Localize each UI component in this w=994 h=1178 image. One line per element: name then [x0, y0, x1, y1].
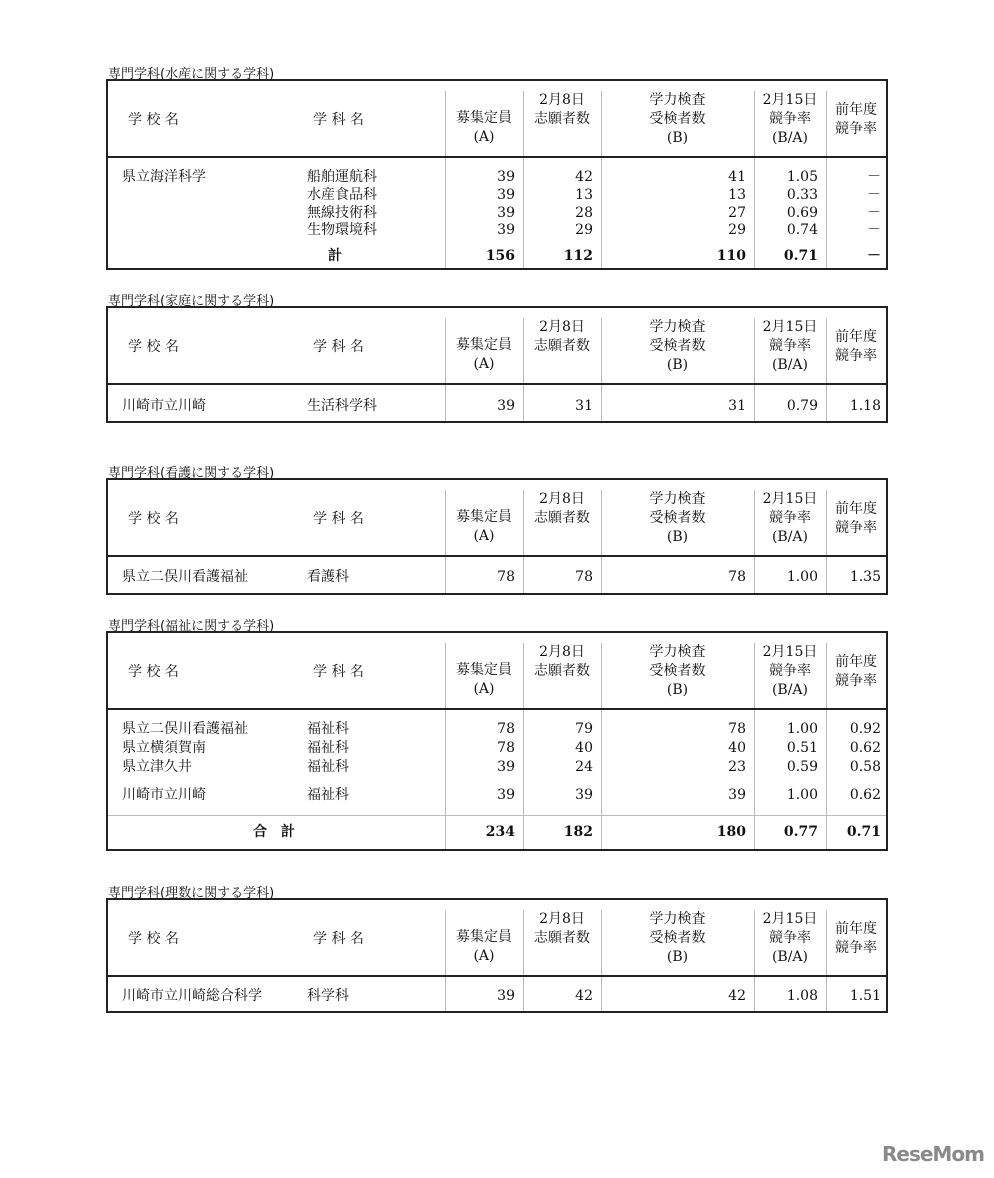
cell-ratio: 1.05 [786, 169, 818, 185]
cell-ratio: 0.59 [786, 759, 818, 775]
total-app: 112 [563, 248, 593, 264]
data-table [106, 478, 888, 595]
department-name: 生物環境科 [307, 222, 377, 238]
cell-exam: 42 [728, 988, 746, 1004]
department-name: 福祉科 [307, 721, 349, 737]
total-cap: 234 [485, 824, 515, 840]
header-applicants: 2月8日 志願者数 [534, 491, 590, 526]
header-school: 学 校 名 [128, 931, 179, 947]
total-divider [108, 815, 886, 816]
cell-prev: 0.58 [849, 759, 881, 775]
cell-ratio: 0.51 [786, 740, 818, 756]
cell-app: 29 [575, 222, 593, 238]
header-examinees: 学力検査 受検者数 (B) [649, 92, 706, 146]
school-name: 川崎市立川崎 [122, 787, 206, 803]
cell-exam: 13 [728, 187, 746, 203]
header-border [108, 156, 886, 158]
cell-app: 28 [575, 205, 593, 221]
cell-prev: 1.18 [849, 398, 881, 414]
department-name: 生活科学科 [307, 398, 377, 414]
cell-ratio: 0.74 [786, 222, 818, 238]
cell-ratio: 0.79 [786, 398, 818, 414]
school-name: 県立二俣川看護福祉 [122, 721, 248, 737]
header-dept: 学 科 名 [313, 339, 364, 355]
cell-cap: 39 [497, 759, 515, 775]
cell-exam: 31 [728, 398, 746, 414]
total-ratio: 0.77 [783, 824, 818, 840]
school-name: 県立二俣川看護福祉 [122, 569, 248, 585]
cell-app: 24 [575, 759, 593, 775]
table-row [108, 568, 886, 586]
header-prev: 前年度 競争率 [835, 102, 877, 137]
header-ratio: 2月15日 競争率 (B/A) [762, 911, 818, 965]
total-prev: － [867, 248, 881, 264]
cell-prev: 0.62 [849, 787, 881, 803]
resemom-logo: ReseMom [882, 1142, 984, 1166]
table-row [108, 186, 886, 204]
cell-ratio: 1.08 [786, 988, 818, 1004]
header-dept: 学 科 名 [313, 112, 364, 128]
cell-exam: 78 [728, 721, 746, 737]
cell-ratio: 1.00 [786, 569, 818, 585]
cell-cap: 39 [497, 169, 515, 185]
section-title: 専門学科(水産に関する学科) [108, 67, 275, 82]
table-row [108, 739, 886, 757]
table-row [108, 204, 886, 222]
table-row [108, 758, 886, 776]
cell-cap: 39 [497, 205, 515, 221]
table-row [108, 786, 886, 804]
department-name: 船舶運航科 [307, 169, 377, 185]
table-row [108, 397, 886, 415]
cell-app: 79 [575, 721, 593, 737]
cell-exam: 27 [728, 205, 746, 221]
header-dept: 学 科 名 [313, 931, 364, 947]
department-name: 福祉科 [307, 740, 349, 756]
cell-ratio: 0.33 [786, 187, 818, 203]
cell-cap: 78 [497, 721, 515, 737]
table-row [108, 168, 886, 186]
total-label: 計 [328, 248, 342, 264]
header-capacity: 募集定員 (A) [456, 509, 512, 544]
department-name: 無線技術科 [307, 205, 377, 221]
department-name: 福祉科 [307, 759, 349, 775]
total-prev: 0.71 [846, 824, 881, 840]
table-row [108, 221, 886, 239]
department-name: 水産食品科 [307, 187, 377, 203]
header-examinees: 学力検査 受検者数 (B) [649, 319, 706, 373]
header-border [108, 383, 886, 385]
header-applicants: 2月8日 志願者数 [534, 644, 590, 679]
cell-prev: － [867, 205, 881, 221]
data-table [106, 898, 888, 1013]
school-name: 県立海洋科学 [122, 169, 206, 185]
table-row [108, 987, 886, 1005]
cell-ratio: 1.00 [786, 721, 818, 737]
cell-exam: 40 [728, 740, 746, 756]
section-title: 専門学科(理数に関する学科) [108, 886, 275, 901]
cell-prev: 1.35 [849, 569, 881, 585]
data-table [106, 79, 888, 270]
cell-app: 40 [575, 740, 593, 756]
header-ratio: 2月15日 競争率 (B/A) [762, 644, 818, 698]
cell-prev: 0.92 [849, 721, 881, 737]
header-border [108, 555, 886, 557]
header-ratio: 2月15日 競争率 (B/A) [762, 92, 818, 146]
table-row [108, 720, 886, 738]
cell-app: 42 [575, 169, 593, 185]
total-label: 合 計 [253, 824, 295, 840]
section-title: 専門学科(看護に関する学科) [108, 466, 275, 481]
cell-prev: － [867, 187, 881, 203]
header-prev: 前年度 競争率 [835, 501, 877, 536]
cell-app: 31 [575, 398, 593, 414]
header-school: 学 校 名 [128, 511, 179, 527]
header-ratio: 2月15日 競争率 (B/A) [762, 491, 818, 545]
total-ratio: 0.71 [783, 248, 818, 264]
header-prev: 前年度 競争率 [835, 329, 877, 364]
header-dept: 学 科 名 [313, 511, 364, 527]
header-applicants: 2月8日 志願者数 [534, 92, 590, 127]
header-prev: 前年度 競争率 [835, 921, 877, 956]
header-applicants: 2月8日 志願者数 [534, 319, 590, 354]
header-capacity: 募集定員 (A) [456, 662, 512, 697]
cell-app: 39 [575, 787, 593, 803]
header-dept: 学 科 名 [313, 664, 364, 680]
header-capacity: 募集定員 (A) [456, 929, 512, 964]
cell-exam: 39 [728, 787, 746, 803]
school-name: 川崎市立川崎総合科学 [122, 988, 262, 1004]
cell-prev: 1.51 [849, 988, 881, 1004]
total-exam: 180 [716, 824, 746, 840]
school-name: 川崎市立川崎 [122, 398, 206, 414]
total-exam: 110 [716, 248, 746, 264]
cell-cap: 39 [497, 398, 515, 414]
header-examinees: 学力検査 受検者数 (B) [649, 644, 706, 698]
section-title: 専門学科(家庭に関する学科) [108, 294, 275, 309]
department-name: 科学科 [307, 988, 349, 1004]
cell-cap: 39 [497, 187, 515, 203]
cell-app: 42 [575, 988, 593, 1004]
header-applicants: 2月8日 志願者数 [534, 911, 590, 946]
cell-exam: 29 [728, 222, 746, 238]
cell-exam: 23 [728, 759, 746, 775]
total-row [108, 823, 886, 841]
header-capacity: 募集定員 (A) [456, 337, 512, 372]
cell-cap: 39 [497, 787, 515, 803]
header-border [108, 975, 886, 977]
cell-prev: － [867, 222, 881, 238]
total-cap: 156 [485, 248, 515, 264]
header-border [108, 708, 886, 710]
section-title: 専門学科(福祉に関する学科) [108, 619, 275, 634]
cell-cap: 39 [497, 222, 515, 238]
cell-app: 78 [575, 569, 593, 585]
header-school: 学 校 名 [128, 339, 179, 355]
department-name: 看護科 [307, 569, 349, 585]
cell-cap: 39 [497, 988, 515, 1004]
cell-app: 13 [575, 187, 593, 203]
total-row [108, 247, 886, 265]
cell-ratio: 0.69 [786, 205, 818, 221]
department-name: 福祉科 [307, 787, 349, 803]
school-name: 県立津久井 [122, 759, 192, 775]
total-app: 182 [563, 824, 593, 840]
header-prev: 前年度 競争率 [835, 654, 877, 689]
cell-ratio: 1.00 [786, 787, 818, 803]
data-table [106, 306, 888, 423]
cell-cap: 78 [497, 569, 515, 585]
cell-exam: 78 [728, 569, 746, 585]
header-examinees: 学力検査 受検者数 (B) [649, 911, 706, 965]
data-table [106, 631, 888, 851]
header-school: 学 校 名 [128, 112, 179, 128]
header-capacity: 募集定員 (A) [456, 110, 512, 145]
cell-exam: 41 [728, 169, 746, 185]
cell-cap: 78 [497, 740, 515, 756]
cell-prev: 0.62 [849, 740, 881, 756]
school-name: 県立横須賀南 [122, 740, 206, 756]
header-school: 学 校 名 [128, 664, 179, 680]
header-examinees: 学力検査 受検者数 (B) [649, 491, 706, 545]
header-ratio: 2月15日 競争率 (B/A) [762, 319, 818, 373]
cell-prev: － [867, 169, 881, 185]
